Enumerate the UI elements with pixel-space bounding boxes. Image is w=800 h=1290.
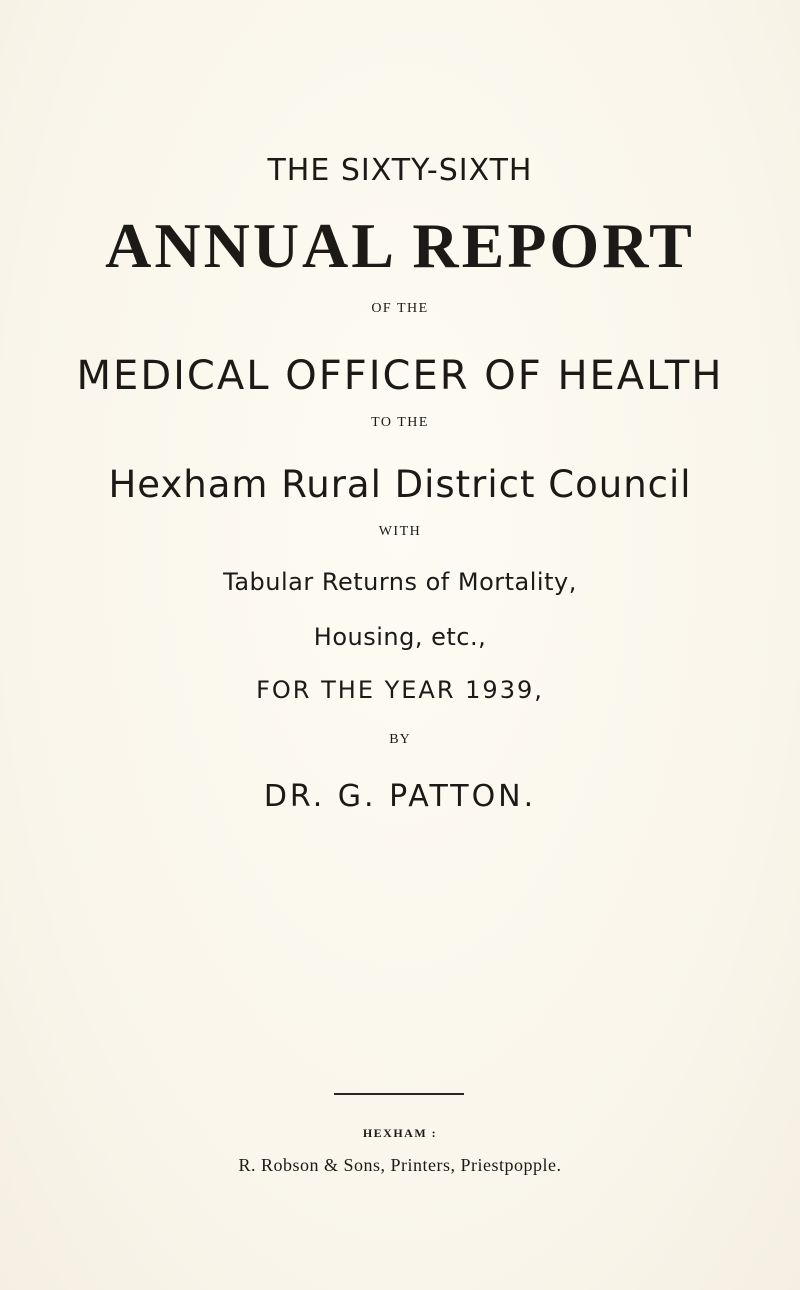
connector-of-the: OF THE <box>371 301 429 316</box>
housing-line: Housing, etc., <box>313 623 487 651</box>
imprint-place: HEXHAM : <box>362 1126 438 1140</box>
connector-by: BY <box>389 732 411 747</box>
edition-line: THE SIXTY-SIXTH <box>267 153 533 188</box>
connector-with: WITH <box>378 524 422 539</box>
connector-to-the: TO THE <box>371 415 429 430</box>
divider-rule <box>334 1093 464 1095</box>
tabular-returns-line: Tabular Returns of Mortality, <box>223 568 577 596</box>
imprint-printer: R. Robson & Sons, Printers, Priestpopple. <box>238 1155 562 1175</box>
council-name: Hexham Rural District Council <box>108 463 692 506</box>
officer-title: MEDICAL OFFICER OF HEALTH <box>76 353 724 399</box>
report-title: ANNUAL REPORT <box>105 210 695 281</box>
report-year-line: FOR THE YEAR 1939, <box>256 676 544 704</box>
author-name: DR. G. PATTON. <box>263 779 537 814</box>
